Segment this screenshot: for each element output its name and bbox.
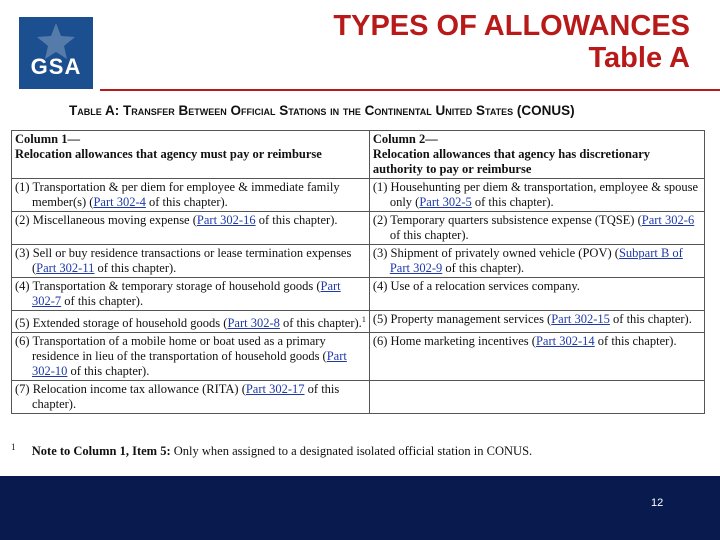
part-302-8-link[interactable]: Part 302-8 — [227, 316, 280, 331]
allowances-table — [11, 130, 705, 414]
table-row — [12, 278, 705, 311]
cell-text: (5) Property management services ( — [372, 312, 552, 326]
cell-col2-item3 — [369, 245, 704, 278]
column-2-label: Column 2— — [372, 132, 438, 146]
footnote-mark: 1 — [11, 442, 16, 452]
part-302-6-link[interactable]: Part 302-6 — [641, 213, 695, 227]
cell-text: of this chapter). — [594, 334, 677, 349]
part-302-15-link[interactable]: Part 302-15 — [551, 312, 610, 326]
page-title — [333, 10, 690, 74]
cell-text: (3) Sell or buy residence transactions or lease termination expenses ( — [15, 246, 352, 275]
part-302-5-link[interactable]: Part 302-5 — [419, 195, 472, 209]
title-line-2: Table A — [588, 42, 690, 74]
part-302-4-link[interactable]: Part 302-4 — [93, 195, 146, 209]
table-row — [12, 381, 705, 414]
cell-text: of this chapter). — [279, 316, 362, 331]
cell-text: (3) Shipment of privately owned vehicle (POV) ( — [372, 246, 619, 260]
cell-text: (4) Transportation & temporary storage of household goods ( — [15, 279, 321, 293]
cell-text: of this chapter). — [389, 228, 469, 242]
part-302-11-link[interactable]: Part 302-11 — [36, 261, 95, 275]
part-302-7-link[interactable]: Part 302-7 — [32, 279, 341, 308]
cell-text: of this chapter). — [145, 195, 228, 209]
table-row — [12, 311, 705, 333]
cell-text: of this chapter). — [32, 382, 340, 412]
table-row — [12, 179, 705, 212]
cell-text: (1) Househunting per diem & transportation, employee & spouse only ( — [372, 180, 699, 209]
subpart-b-part-302-9-link[interactable]: Subpart B of Part 302-9 — [389, 246, 683, 275]
part-302-14-link[interactable]: Part 302-14 — [535, 334, 595, 349]
table-heading: Table A: Transfer Between Official Stations in the Continental United States (CONUS) — [69, 103, 575, 118]
cell-text: of this chapter). — [94, 261, 177, 275]
cell-text: of this chapter). — [609, 312, 692, 326]
footer-bar — [0, 476, 720, 540]
page-number: 12 — [651, 497, 664, 509]
cell-col1-item6 — [12, 333, 370, 381]
cell-col2-item4 — [369, 278, 704, 311]
table-row — [12, 333, 705, 381]
cell-text: (4) Use of a relocation services company. — [372, 279, 580, 293]
cell-col2-item6 — [369, 333, 704, 381]
column-2-header — [369, 131, 704, 179]
cell-text: (1) Transportation & per diem for employee & immediate family member(s) ( — [15, 180, 340, 209]
cell-text: of this chapter). — [471, 195, 554, 209]
footnote — [11, 442, 532, 459]
gsa-logo — [19, 17, 93, 89]
cell-text: (7) Relocation income tax allowance (RITA) ( — [15, 382, 246, 397]
footnote-text: Only when assigned to a designated isolated official station in CONUS. — [170, 444, 533, 459]
cell-col2-item2 — [369, 212, 704, 245]
title-line-1: TYPES OF ALLOWANCES — [333, 10, 690, 42]
cell-col1-item2 — [12, 212, 370, 245]
footnote-marker: 1 — [361, 315, 366, 324]
cell-text: (5) Extended storage of household goods ( — [15, 316, 228, 331]
cell-text: (2) Temporary quarters subsistence expense (TQSE) ( — [372, 213, 642, 227]
logo-text: GSA — [30, 54, 82, 79]
cell-text: of this chapter). — [442, 261, 525, 275]
column-2-subtitle: Relocation allowances that agency has discretionary authority to pay or reimburse — [372, 147, 650, 176]
cell-col2-item5 — [369, 311, 704, 333]
cell-text: (6) Home marketing incentives ( — [372, 334, 536, 349]
table-header-row — [12, 131, 705, 179]
part-302-16-link[interactable]: Part 302-16 — [196, 213, 256, 227]
title-divider — [100, 89, 720, 91]
part-302-10-link[interactable]: Part 302-10 — [32, 349, 347, 379]
cell-text: of this chapter). — [255, 213, 338, 227]
cell-col2-item7-empty — [369, 381, 704, 414]
cell-text: of this chapter). — [67, 364, 150, 379]
cell-col1-item4 — [12, 278, 370, 311]
cell-col1-item1 — [12, 179, 370, 212]
table-row — [12, 212, 705, 245]
column-1-header — [12, 131, 370, 179]
cell-col1-item3 — [12, 245, 370, 278]
part-302-17-link[interactable]: Part 302-17 — [245, 382, 305, 397]
cell-col2-item1 — [369, 179, 704, 212]
column-1-label: Column 1— — [15, 132, 80, 146]
column-1-subtitle: Relocation allowances that agency must pay or reimburse — [15, 147, 322, 161]
cell-col1-item7 — [12, 381, 370, 414]
cell-text: (6) Transportation of a mobile home or boat used as a primary residence in lieu of the transportation of household goods ( — [15, 334, 327, 364]
cell-text: (2) Miscellaneous moving expense ( — [15, 213, 197, 227]
cell-text: of this chapter). — [61, 294, 144, 308]
table-row — [12, 245, 705, 278]
footnote-label: Note to Column 1, Item 5: — [31, 444, 171, 459]
cell-col1-item5 — [12, 311, 370, 333]
